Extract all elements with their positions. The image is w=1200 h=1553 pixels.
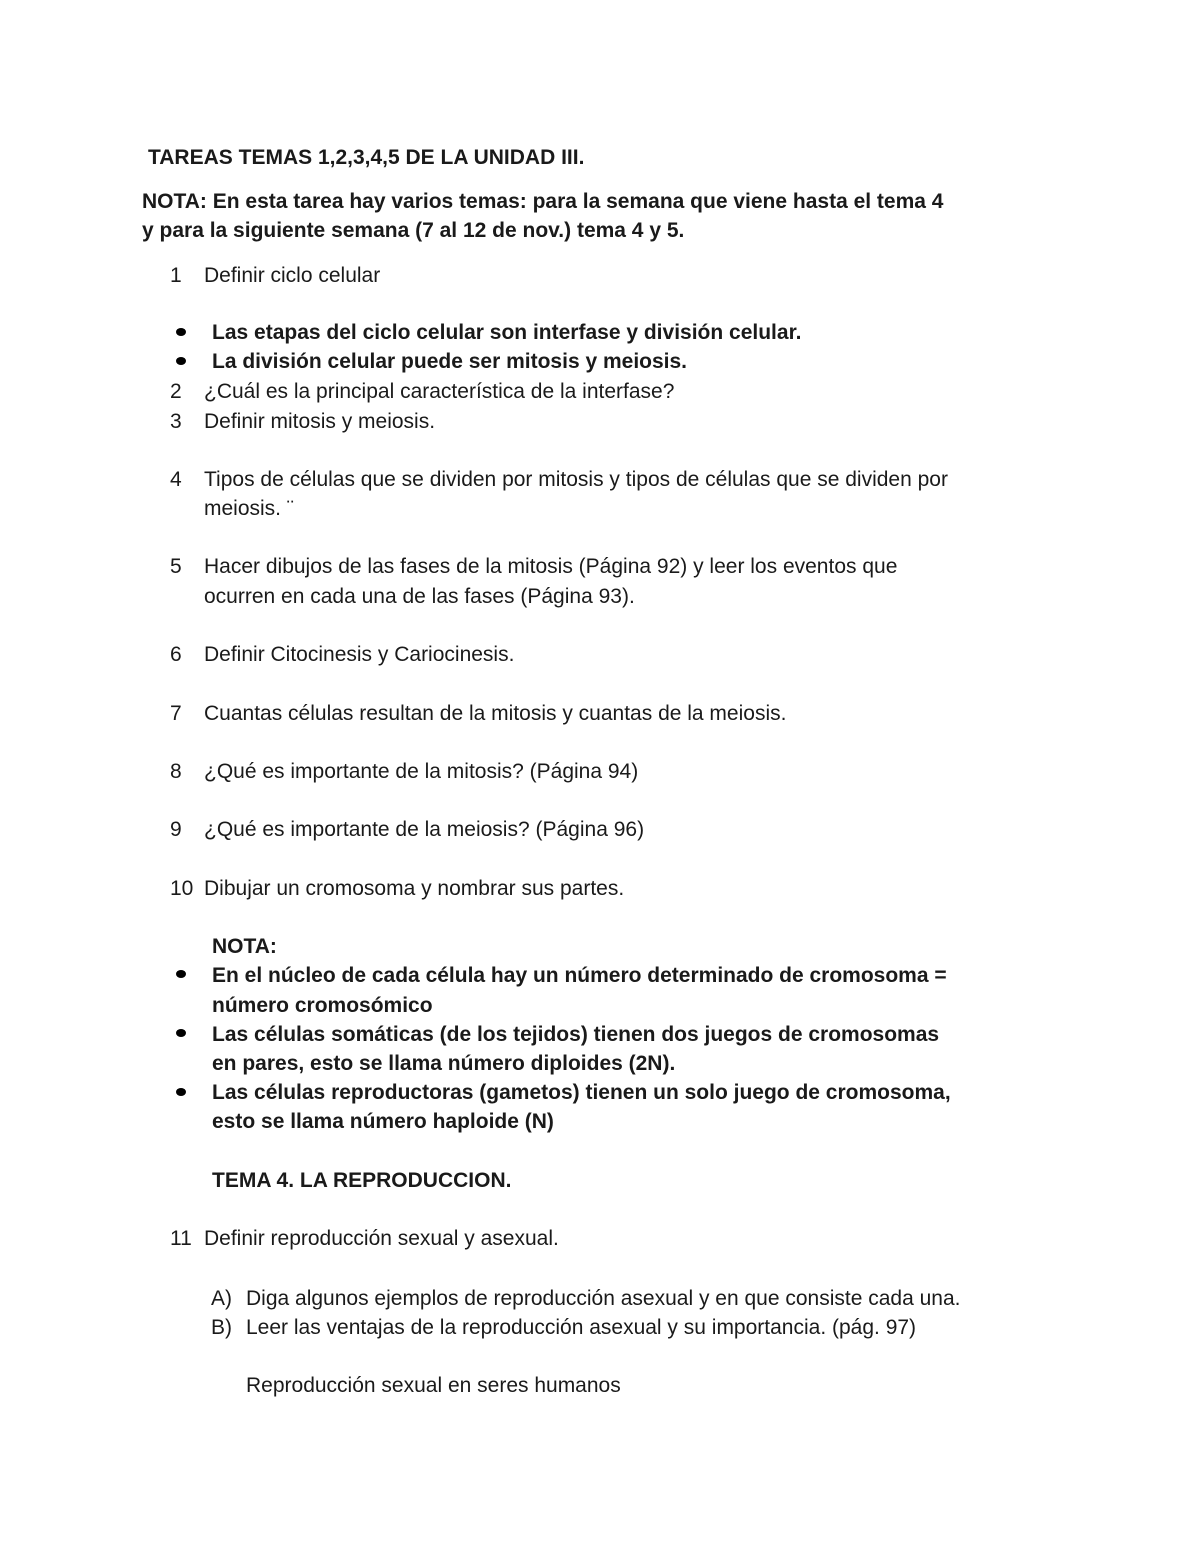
subsection-title: Reproducción sexual en seres humanos xyxy=(246,1374,621,1397)
nota-2-bullet-2-line-1: Las células somáticas (de los tejidos) tienen dos juegos de cromosomas xyxy=(212,1023,940,1046)
q1-bullet-2: La división celular puede ser mitosis y meiosis. xyxy=(212,350,688,373)
bullet-icon xyxy=(176,357,186,365)
question-number: 9 xyxy=(170,818,182,841)
nota-2-bullet-3-line-1: Las células reproductoras (gametos) tienen un solo juego de cromosoma, xyxy=(212,1081,951,1104)
question-7: Cuantas células resultan de la mitosis y cuantas de la meiosis. xyxy=(204,702,787,725)
nota-2-heading: NOTA: xyxy=(212,935,277,958)
q1-bullet-1: Las etapas del ciclo celular son interfase y división celular. xyxy=(212,321,802,344)
question-number: 10 xyxy=(170,877,194,900)
nota-top-line-1: NOTA: En esta tarea hay varios temas: para la semana que viene hasta el tema 4 xyxy=(142,190,944,213)
question-5-line-2: ocurren en cada una de las fases (Página 93). xyxy=(204,585,635,608)
bullet-icon xyxy=(176,328,186,336)
sub-item-a: Diga algunos ejemplos de reproducción asexual y en que consiste cada una. xyxy=(246,1287,961,1310)
question-number: 8 xyxy=(170,760,182,783)
sub-item-b: Leer las ventajas de la reproducción asexual y su importancia. (pág. 97) xyxy=(246,1316,917,1339)
question-11: Definir reproducción sexual y asexual. xyxy=(204,1227,559,1250)
question-number: 3 xyxy=(170,410,182,433)
question-number: 7 xyxy=(170,702,182,725)
question-2: ¿Cuál es la principal característica de la interfase? xyxy=(204,380,675,403)
question-number: 11 xyxy=(170,1227,192,1250)
question-number: 1 xyxy=(170,264,182,287)
section-heading-tema-4: TEMA 4. LA REPRODUCCION. xyxy=(212,1169,512,1192)
nota-2-bullet-2-line-2: en pares, esto se llama número diploides (2N). xyxy=(212,1052,676,1075)
nota-top-line-2: y para la siguiente semana (7 al 12 de nov.) tema 4 y 5. xyxy=(142,219,685,242)
question-number: 5 xyxy=(170,555,182,578)
document-title: TAREAS TEMAS 1,2,3,4,5 DE LA UNIDAD III. xyxy=(148,146,585,169)
sub-item-label: A) xyxy=(211,1287,232,1310)
sub-item-label: B) xyxy=(211,1316,232,1339)
nota-2-bullet-1-line-2: número cromosómico xyxy=(212,994,433,1017)
question-number: 2 xyxy=(170,380,182,403)
question-10: Dibujar un cromosoma y nombrar sus partes. xyxy=(204,877,625,900)
question-number: 6 xyxy=(170,643,182,666)
question-8: ¿Qué es importante de la mitosis? (Página 94) xyxy=(204,760,639,783)
question-9: ¿Qué es importante de la meiosis? (Página 96) xyxy=(204,818,645,841)
bullet-icon xyxy=(176,1029,186,1037)
question-3: Definir mitosis y meiosis. xyxy=(204,410,436,433)
question-number: 4 xyxy=(170,468,182,491)
question-4-line-1: Tipos de células que se dividen por mitosis y tipos de células que se dividen por xyxy=(204,468,948,491)
bullet-icon xyxy=(176,1088,186,1096)
nota-2-bullet-3-line-2: esto se llama número haploide (N) xyxy=(212,1110,554,1133)
bullet-icon xyxy=(176,970,186,978)
nota-2-bullet-1-line-1: En el núcleo de cada célula hay un número determinado de cromosoma = xyxy=(212,964,947,987)
question-6: Definir Citocinesis y Cariocinesis. xyxy=(204,643,515,666)
question-1: Definir ciclo celular xyxy=(204,264,381,287)
question-5-line-1: Hacer dibujos de las fases de la mitosis (Página 92) y leer los eventos que xyxy=(204,555,898,578)
question-4-line-2: meiosis. ¨ xyxy=(204,497,294,520)
